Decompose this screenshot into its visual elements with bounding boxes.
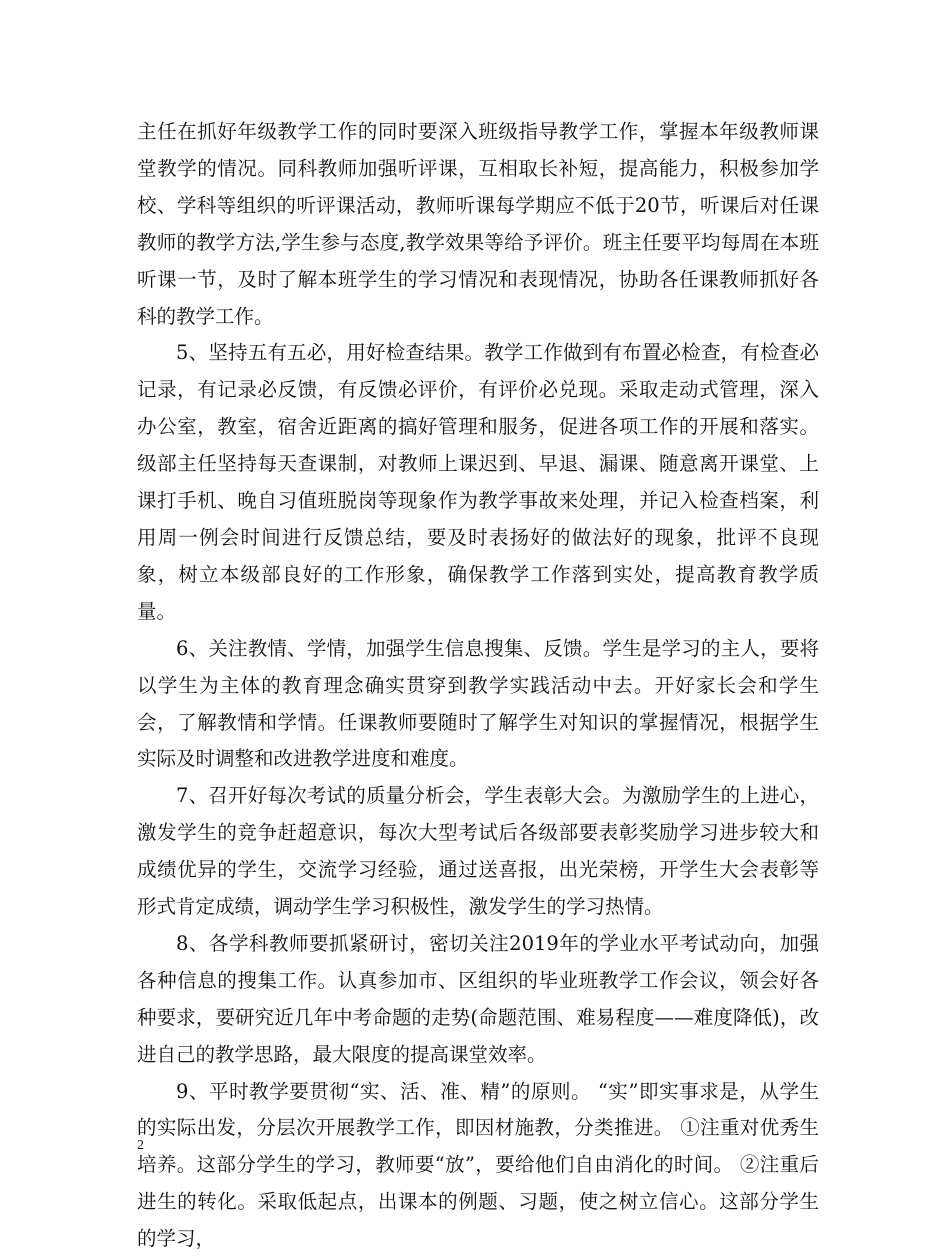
- page-number: 2: [137, 1138, 144, 1153]
- document-body: [137, 114, 819, 1258]
- paragraph-item-9: 9、平时教学要贯彻“实、活、准、精”的原则。 “实”即实事求是，从学生的实际出发，分层次开展教学工作，即因材施教，分类推进。 ①注重对优秀生培养。这部分学生的学习，教师要“放”，要给他们自由消化的时间。 ②注重后进生的转化。采取低起点，出课本的例题、习题，使之树立信心。这部分学生的学习，: [137, 1079, 819, 1251]
- paragraph-item-5: 5、坚持五有五必，用好检查结果。教学工作做到有布置必检查，有检查必记录，有记录必反馈，有反馈必评价，有评价必兑现。采取走动式管理，深入办公室，教室，宿舍近距离的搞好管理和服务，促进各项工作的开展和落实。级部主任坚持每天查课制，对教师上课迟到、早退、漏课、随意离开课堂、上课打手机、晚自习值班脱岗等现象作为教学事故来处理，并记入检查档案，利用周一例会时间进行反馈总结，要及时表扬好的做法好的现象，批评不良现象，树立本级部良好的工作形象，确保教学工作落到实处，提高教育教学质量。: [137, 341, 819, 623]
- paragraph-item-7: 7、召开好每次考试的质量分析会，学生表彰大会。为激励学生的上进心，激发学生的竞争赶超意识，每次大型考试后各级部要表彰奖励学习进步较大和成绩优异的学生，交流学习经验，通过送喜报，出光荣榜，开学生大会表彰等形式肯定成绩，调动学生学习积极性，激发学生的学习热情。: [137, 784, 819, 919]
- paragraph-continuation: 主任在抓好年级教学工作的同时要深入班级指导教学工作，掌握本年级教师课堂教学的情况。同科教师加强听评课，互相取长补短，提高能力，积极参加学校、学科等组织的听评课活动，教师听课每学期应不低于20节，听课后对任课教师的教学方法,学生参与态度,教学效果等给予评价。班主任要平均每周在本班听课一节，及时了解本班学生的学习情况和表现情况，协助各任课教师抓好各科的教学工作。: [137, 120, 819, 328]
- paragraph-item-6: 6、关注教情、学情，加强学生信息搜集、反馈。学生是学习的主人，要将以学生为主体的教育理念确实贯穿到教学实践活动中去。开好家长会和学生会，了解教情和学情。任课教师要随时了解学生对知识的掌握情况，根据学生实际及时调整和改进教学进度和难度。: [137, 636, 819, 771]
- paragraph-item-8: 8、各学科教师要抓紧研讨，密切关注2019年的学业水平考试动向，加强各种信息的搜集工作。认真参加市、区组织的毕业班教学工作会议，领会好各种要求，要研究近几年中考命题的走势(命题范围、难易程度——难度降低)，改进自己的教学思路，最大限度的提高课堂效率。: [137, 931, 819, 1066]
